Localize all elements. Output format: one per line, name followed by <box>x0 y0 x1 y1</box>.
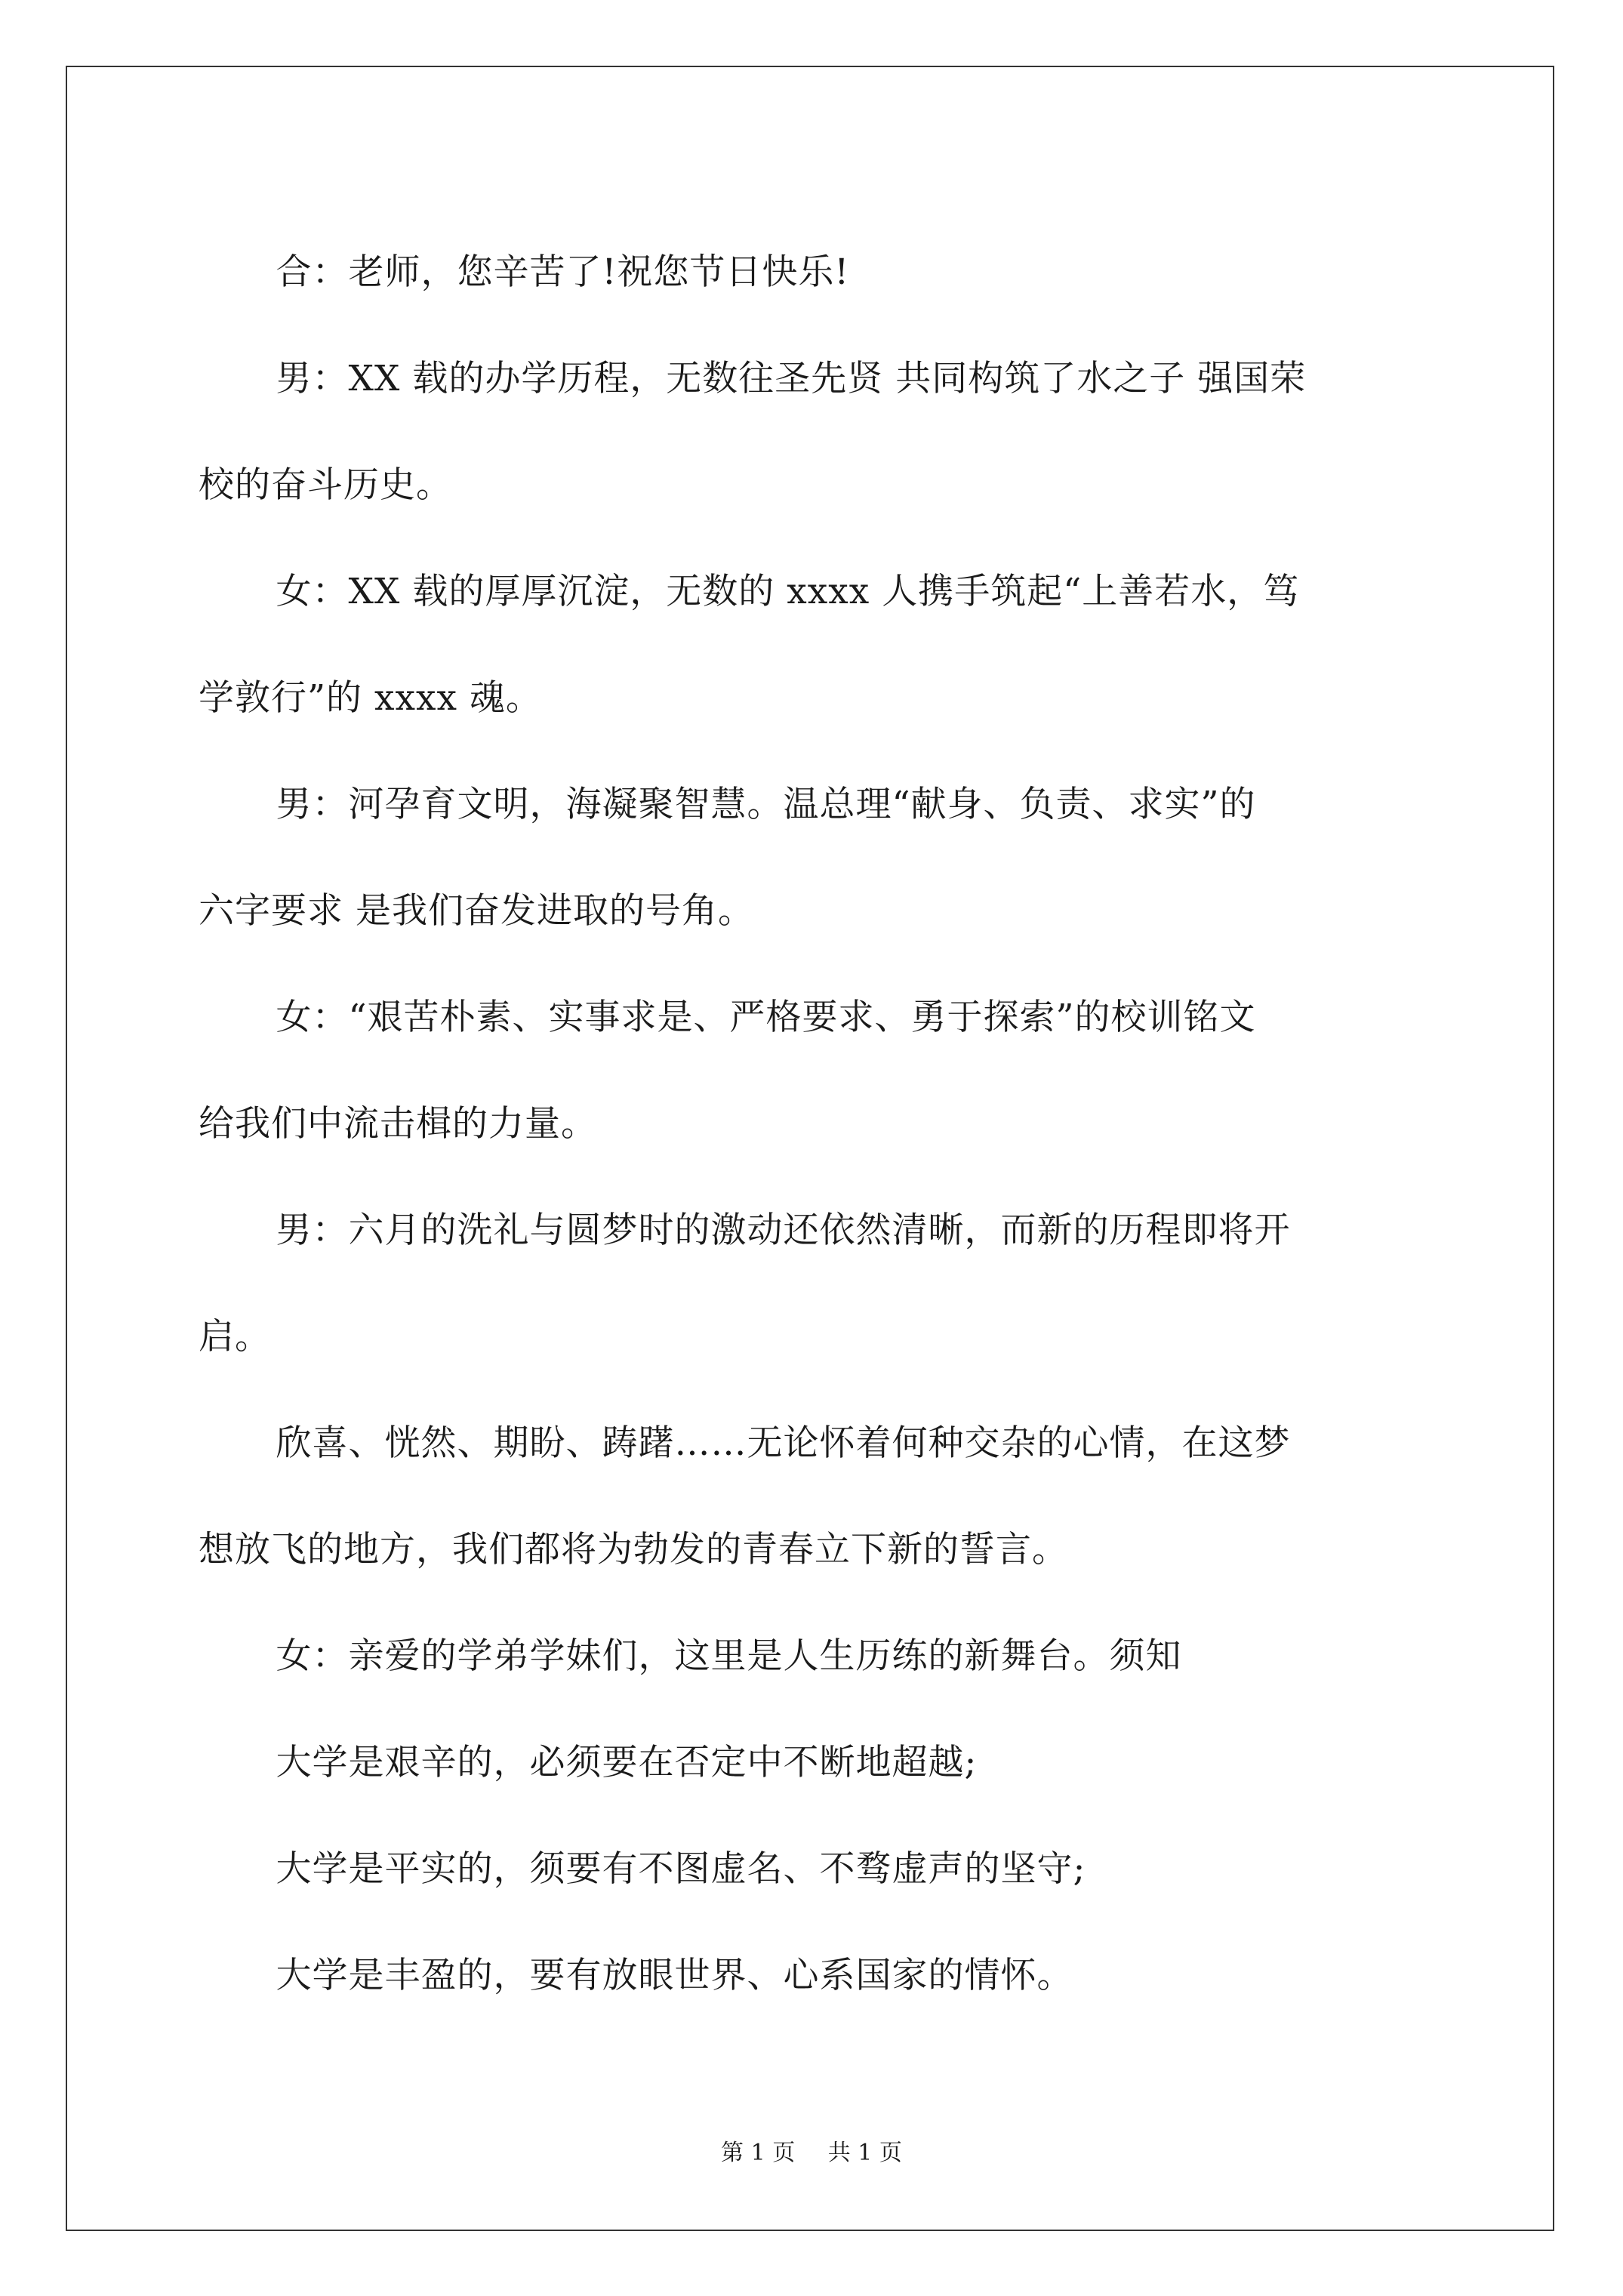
page-number-total: 共 1 页 <box>827 2140 902 2166</box>
text-line: 给我们中流击楫的力量。 <box>199 1103 597 1145</box>
text-line: 大学是丰盈的，要有放眼世界、心系国家的情怀。 <box>276 1955 1073 1996</box>
text-line: 合：老师，您辛苦了!祝您节日快乐! <box>276 251 850 293</box>
paragraph <box>199 538 1429 751</box>
text-line: 启。 <box>199 1316 271 1358</box>
text-line: 六字要求 是我们奋发进取的号角。 <box>199 890 754 932</box>
text-line: 大学是平实的，须要有不图虚名、不骛虚声的坚守; <box>276 1848 1086 1890</box>
text-line: 女：XX 载的厚厚沉淀，无数的 xxxx 人携手筑起“上善若水，笃 <box>276 571 1300 612</box>
text-line: 男：XX 载的办学历程，无数往圣先贤 共同构筑了水之子 强国荣 <box>276 358 1307 399</box>
paragraph <box>199 1709 1429 1816</box>
text-line: 女：亲爱的学弟学妹们，这里是人生历练的新舞台。须知 <box>276 1635 1182 1677</box>
text-line: 学敦行”的 xxxx 魂。 <box>199 677 542 719</box>
text-line: 欣喜、恍然、期盼、踌躇……无论怀着何种交杂的心情，在这梦 <box>276 1422 1291 1464</box>
paragraph <box>199 1603 1429 1709</box>
page-footer <box>0 2134 1623 2167</box>
paragraph <box>199 964 1429 1177</box>
paragraph <box>199 1816 1429 1922</box>
text-line: 男：六月的洗礼与圆梦时的激动还依然清晰，而新的历程即将开 <box>276 1210 1291 1251</box>
text-line: 大学是艰辛的，必须要在否定中不断地超越; <box>276 1742 978 1783</box>
paragraph <box>199 751 1429 964</box>
paragraph <box>199 1177 1429 1390</box>
page-number-current: 第 1 页 <box>721 2140 796 2166</box>
paragraph <box>199 219 1429 325</box>
paragraph <box>199 1922 1429 2029</box>
text-line: 男：河孕育文明，海凝聚智慧。温总理“献身、负责、求实”的 <box>276 784 1256 825</box>
text-line: 女：“艰苦朴素、实事求是、严格要求、勇于探索”的校训铭文 <box>276 997 1256 1038</box>
paragraph <box>199 325 1429 538</box>
paragraph <box>199 1390 1429 1603</box>
document-body <box>199 219 1429 2029</box>
text-line: 想放飞的地方，我们都将为勃发的青春立下新的誓言。 <box>199 1529 1068 1570</box>
text-line: 校的奋斗历史。 <box>199 464 452 506</box>
